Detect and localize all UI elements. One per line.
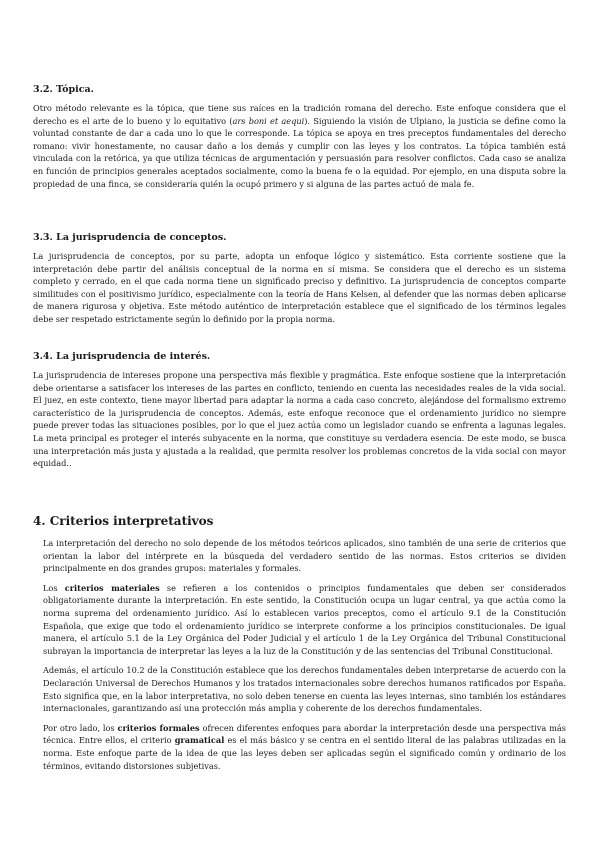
paragraph-conceptos: La jurisprudencia de conceptos, por su parte, adopta un enfoque lógico y sistemático. Esta corriente sostiene que la interpretación debe partir del análisis conceptual de la norma en sí misma. Se considera que el derecho es un sistema completo y cerrado, en el que cada norma tiene un significado preciso y definitivo. La jurisprudencia de conceptos comparte similitudes con el positivismo jurídico, especialmente con la teoría de Hans Kelsen, al defender que las normas deben aplicarse de manera rigurosa y objetiva. Este método auténtico de interpretación establece que el significado de los términos legales debe ser respetado estrictamente según lo definido por la propia norma. [33, 251, 566, 324]
section-topica [33, 84, 566, 190]
paragraph-criterios-intro: La interpretación del derecho no solo depende de los métodos teóricos aplicados, sino también de una serie de criterios que orientan la labor del intérprete en la búsqueda del verdadero sentido de las normas. Estos criterios se dividen principalmente en dos grandes grupos: materiales y formales. [43, 538, 566, 574]
keyword-criterios-materiales: criterios materiales [64, 582, 160, 593]
section-conceptos [33, 232, 566, 326]
section-heading-criterios: 4. Criterios interpretativos [33, 514, 214, 528]
paragraph-interes: La jurisprudencia de intereses propone una perspectiva más flexible y pragmática. Este enfoque sostiene que la interpretación debe orientarse a satisfacer los intereses de las partes en conflicto, teniendo en cuenta las necesidades reales de la vida social. El juez, en este contexto, tiene mayor libertad para adaptar la norma a cada caso concreto, alejándose del formalismo extremo característico de la jurisprudencia de conceptos. Además, este enfoque reconoce que el ordenamiento jurídico no siempre puede prever todas las situaciones posibles, por lo que el juez actúa como un legislador cuando se enfrenta a lagunas legales. La meta principal es proteger el interés subyacente en la norma, que constituye su verdadera esencia. De este modo, se busca una interpretación más justa y ajustada a la realidad, que permita resolver los problemas concretos de la vida social con mayor equidad.. [33, 370, 566, 469]
latin-phrase: ars boni et aequi [232, 115, 305, 126]
paragraph-articulo-10-2: Además, el artículo 10.2 de la Constitución establece que los derechos fundamentales deben interpretarse de acuerdo con la Declaración Universal de Derechos Humanos y los tratados internacionales sobre derechos humanos ratificados por España. Esto significa que, en la labor interpretativa, no solo deben tenerse en cuenta las leyes internas, sino también los estándares internacionales, garantizando así una protección más amplia y coherente de los derechos fundamentales. [43, 665, 566, 714]
section-heading-conceptos: 3.3. La jurisprudencia de conceptos. [33, 232, 227, 243]
section-criterios [33, 514, 566, 772]
keyword-gramatical: gramatical [174, 735, 225, 746]
keyword-criterios-formales: criterios formales [117, 722, 200, 733]
paragraph-criterios-materiales: Los criterios materiales se refieren a los contenidos o principios fundamentales que deben ser considerados obligatoriamente durante la interpretación. En este sentido, la Constitución ocupa un lugar central, ya que actúa como la norma suprema del ordenamiento jurídico. Así lo establecen varios preceptos, como el artículo 9.1 de la Constitución Española, que exige que todo el ordenamiento jurídico se interprete conforme a los principios constitucionales. De igual manera, el artículo 5.1 de la Ley Orgánica del Poder Judicial y el artículo 1 de la Ley Orgánica del Tribunal Constitucional subrayan la importancia de interpretar las leyes a la luz de la Constitución y de las sentencias del Tribunal Constitucional. [43, 582, 566, 656]
paragraph-topica: Otro método relevante es la tópica, que tiene sus raíces en la tradición romana del derecho. Este enfoque considera que el derecho es el arte de lo bueno y lo equitativo (ars boni et aequi). Siguiendo la visión de Ulpiano, la justicia se define como la voluntad constante de dar a cada uno lo que le corresponde. La tópica se apoya en tres preceptos fundamentales del derecho romano: vivir honestamente, no causar daño a los demás y cumplir con las leyes y los contratos. La tópica también está vinculada con la retórica, ya que utiliza técnicas de argumentación y persuasión para resolver conflictos. Cada caso se analiza en función de principios generales aceptados socialmente, como la buena fe o la equidad. Por ejemplo, en una disputa sobre la propiedad de una finca, se consideraría quién la ocupó primero y si alguna de las partes actuó de mala fe. [33, 103, 566, 189]
criterios-body [33, 537, 566, 772]
section-interes [33, 351, 566, 470]
paragraph-criterios-formales: Por otro lado, los criterios formales ofrecen diferentes enfoques para abordar la interpretación desde una perspectiva más técnica. Entre ellos, el criterio gramatical es el más básico y se centra en el sentido literal de las palabras utilizadas en la norma. Este enfoque parte de la idea de que las leyes deben ser aplicadas según el significado común y ordinario de los términos, evitando distorsiones subjetivas. [43, 722, 566, 771]
section-heading-interes: 3.4. La jurisprudencia de interés. [33, 351, 211, 362]
section-heading-topica: 3.2. Tópica. [33, 84, 94, 95]
